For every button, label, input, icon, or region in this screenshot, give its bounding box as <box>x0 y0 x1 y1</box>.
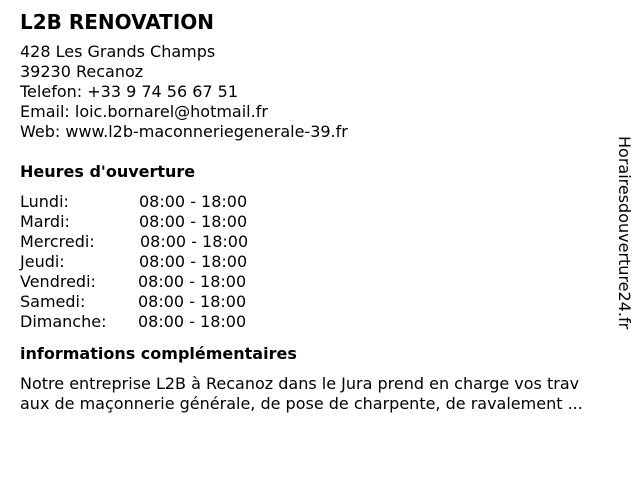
hours-day: Mardi: <box>20 212 70 231</box>
hours-table <box>20 192 620 332</box>
hours-time: 08:00 - 18:00 <box>139 212 248 231</box>
hours-row <box>20 312 620 332</box>
hours-day: Lundi: <box>20 192 69 211</box>
hours-time: 08:00 - 18:00 <box>139 192 248 211</box>
hours-row <box>20 212 620 232</box>
hours-time: 08:00 - 18:00 <box>139 252 248 271</box>
hours-row <box>20 232 620 252</box>
web-line: Web: www.l2b-maconneriegenerale-39.fr <box>20 122 348 141</box>
site-watermark-label: Horairesdouverture24.fr <box>615 136 634 330</box>
hours-title: Heures d'ouverture <box>20 162 196 181</box>
info-title: informations complémentaires <box>20 344 297 363</box>
hours-day: Jeudi: <box>20 252 65 271</box>
business-card <box>20 8 620 414</box>
hours-day: Dimanche: <box>20 312 107 331</box>
info-text-line-1: Notre entreprise L2B à Recanoz dans le Jura prend en charge vos trav <box>20 374 580 393</box>
phone-line: Telefon: +33 9 74 56 67 51 <box>20 82 239 101</box>
hours-time: 08:00 - 18:00 <box>140 232 249 251</box>
hours-time: 08:00 - 18:00 <box>138 292 247 311</box>
info-text-line-2: aux de maçonnerie générale, de pose de charpente, de ravalement ... <box>20 394 583 413</box>
hours-row <box>20 192 620 212</box>
business-name: L2B RENOVATION <box>20 10 215 34</box>
email-line: Email: loic.bornarel@hotmail.fr <box>20 102 268 121</box>
hours-day: Vendredi: <box>20 272 96 291</box>
address-line-2: 39230 Recanoz <box>20 62 144 81</box>
hours-day: Samedi: <box>20 292 86 311</box>
hours-time: 08:00 - 18:00 <box>138 272 247 291</box>
hours-day: Mercredi: <box>20 232 95 251</box>
hours-row <box>20 292 620 312</box>
hours-time: 08:00 - 18:00 <box>138 312 247 331</box>
address-line-1: 428 Les Grands Champs <box>20 42 216 61</box>
hours-row <box>20 272 620 292</box>
hours-row <box>20 252 620 272</box>
